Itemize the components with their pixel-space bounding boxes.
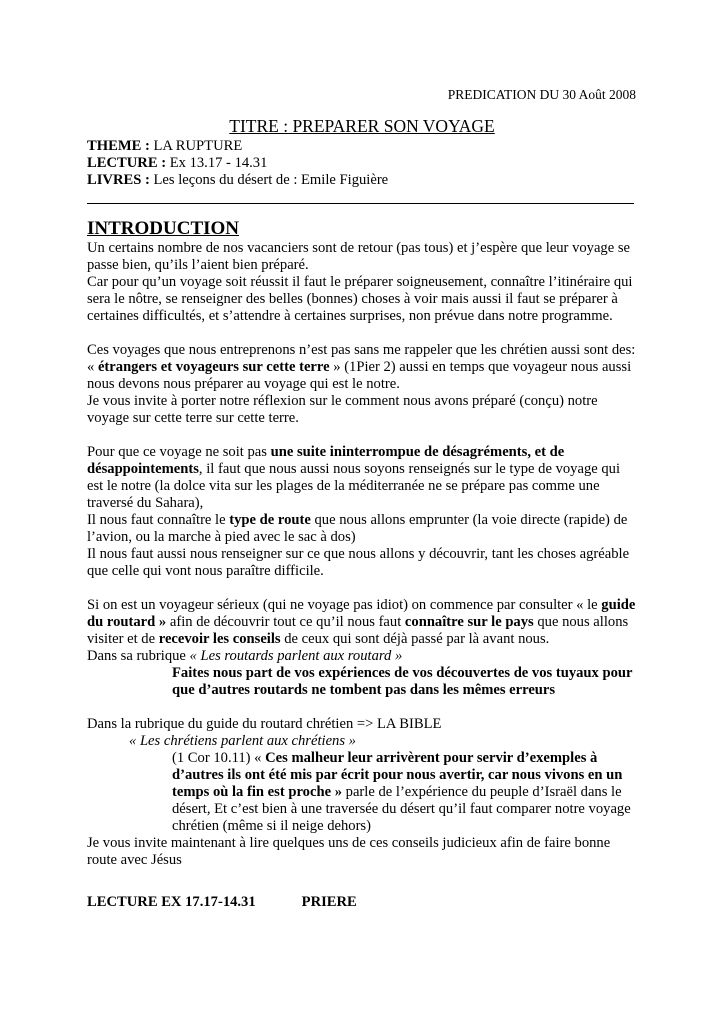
theme-line: [87, 138, 637, 155]
theme-value: LA RUPTURE: [149, 138, 243, 154]
lecture-line: [87, 155, 637, 172]
rubric-line: [87, 733, 637, 750]
emphasis: Faites nous part de vos expériences de vos découvertes de vos tuyaux pour que d’autres routards ne tombent pas dans les mêmes erreurs: [172, 665, 633, 698]
emphasis: guide du routard »: [87, 597, 636, 630]
footer-line: [87, 894, 357, 911]
text-run: » (1Pier 2) aussi en temps que voyageur nous aussi nous devons nous préparer au voyage qui est le notre.: [87, 359, 632, 392]
paragraph: Car pour qu’un voyage soit réussit il faut le préparer soigneusement, connaître l’itinéraire qui sera le nôtre, se renseigner des belles (bonnes) choses à voir mais aussi il faut se préparer à certaines difficultés, et s’attendre à certaines surprises, non prévue dans notre programme.: [87, 274, 633, 324]
text-run: que nous allons emprunter (la voie directe (rapide) de l’avion, ou la marche à pied avec le sac à dos): [87, 512, 628, 545]
text-run: afin de découvrir tout ce qu’il nous faut: [166, 614, 405, 630]
emphasis: connaître sur le pays: [404, 614, 534, 630]
paragraph: Un certains nombre de nos vacanciers sont de retour (pas tous) et j’espère que leur voyage se passe bien, qu’ils l’aient bien préparé.: [87, 240, 631, 273]
rubric-title: « Les chrétiens parlent aux chrétiens »: [129, 733, 356, 749]
date-line: PREDICATION DU 30 Août 2008: [447, 87, 636, 102]
text-run: Ces voyages que nous entreprenons n’est pas sans me rappeler que les chrétien aussi sont des: «: [87, 342, 636, 375]
text-run: (1 Cor 10.11) «: [172, 750, 266, 766]
emphasis: type de route: [229, 512, 311, 528]
lecture-footer: LECTURE EX 17.17-14.31: [87, 894, 256, 910]
livres-value: Les leçons du désert de : Emile Figuière: [149, 172, 389, 188]
paragraph: [87, 512, 637, 546]
paragraph: [87, 648, 637, 665]
emphasis: une suite ininterrompue de désagréments, et de désappointements: [87, 444, 565, 477]
text-run: Pour que ce voyage ne soit pas: [87, 444, 271, 460]
quote-block: [87, 665, 637, 699]
paragraph: [87, 597, 637, 648]
paragraph: Je vous invite à porter notre réflexion sur le comment nous avons préparé (conçu) notre voyage sur cette terre sur cette terre.: [87, 393, 598, 426]
horizontal-rule: [87, 203, 634, 204]
text-run: Dans sa rubrique: [87, 648, 190, 664]
spacer: [87, 699, 637, 716]
text-run: Si on est un voyageur sérieux (qui ne voyage pas idiot) on commence par consulter « le: [87, 597, 602, 613]
paragraph: [87, 342, 637, 393]
spacer: [87, 427, 637, 444]
text-run: que nous allons visiter et de: [87, 614, 629, 647]
title-label: TITRE :: [229, 116, 289, 136]
paragraph: Dans la rubrique du guide du routard chrétien => LA BIBLE: [87, 716, 442, 732]
introduction-heading: INTRODUCTION: [87, 218, 240, 239]
paragraph: Je vous invite maintenant à lire quelques uns de ces conseils judicieux afin de faire bonne route avec Jésus: [87, 835, 611, 868]
paragraph: [87, 444, 637, 512]
title-value: PREPARER SON VOYAGE: [288, 116, 495, 136]
page-title: [0, 118, 724, 135]
text-run: Il nous faut connaître le: [87, 512, 230, 528]
paragraph: Il nous faut aussi nous renseigner sur ce que nous allons y découvrir, tant les choses agréable que celle qui vont nous paraître difficile.: [87, 546, 630, 579]
lecture-label: LECTURE :: [87, 155, 167, 171]
livres-line: [87, 172, 637, 189]
spacer: [87, 325, 637, 342]
livres-label: LIVRES :: [87, 172, 150, 188]
theme-label: THEME :: [87, 138, 150, 154]
scripture-block: [87, 750, 637, 835]
priere-footer: PRIERE: [301, 894, 357, 910]
rubric-title: « Les routards parlent aux routard »: [189, 648, 403, 664]
emphasis: Ces malheur leur arrivèrent pour servir d’exemples à d’autres ils ont été mis par écrit pour nous avertir, car nous vivons en un temps où la fin est proche »: [172, 750, 623, 800]
text-run: , il faut que nous aussi nous soyons renseignés sur le type de voyage qui est le notre (la dolce vita sur les plages de la méditerranée ne se prépare pas comme une traversé du Sahara),: [87, 461, 621, 511]
introduction-body: [87, 240, 637, 869]
spacer: [87, 580, 637, 597]
text-run: de ceux qui sont déjà passé par là avant nous.: [280, 631, 550, 647]
lecture-value: Ex 13.17 - 14.31: [166, 155, 268, 171]
emphasis: recevoir les conseils: [158, 631, 281, 647]
meta-block: [87, 138, 637, 189]
text-run: parle de l’expérience du peuple d’Israël dans le désert, Et c’est bien à une traversée du désert qu’il faut comparer notre voyage chrétien (même si il neige dehors): [172, 784, 631, 834]
emphasis: étrangers et voyageurs sur cette terre: [97, 359, 330, 375]
